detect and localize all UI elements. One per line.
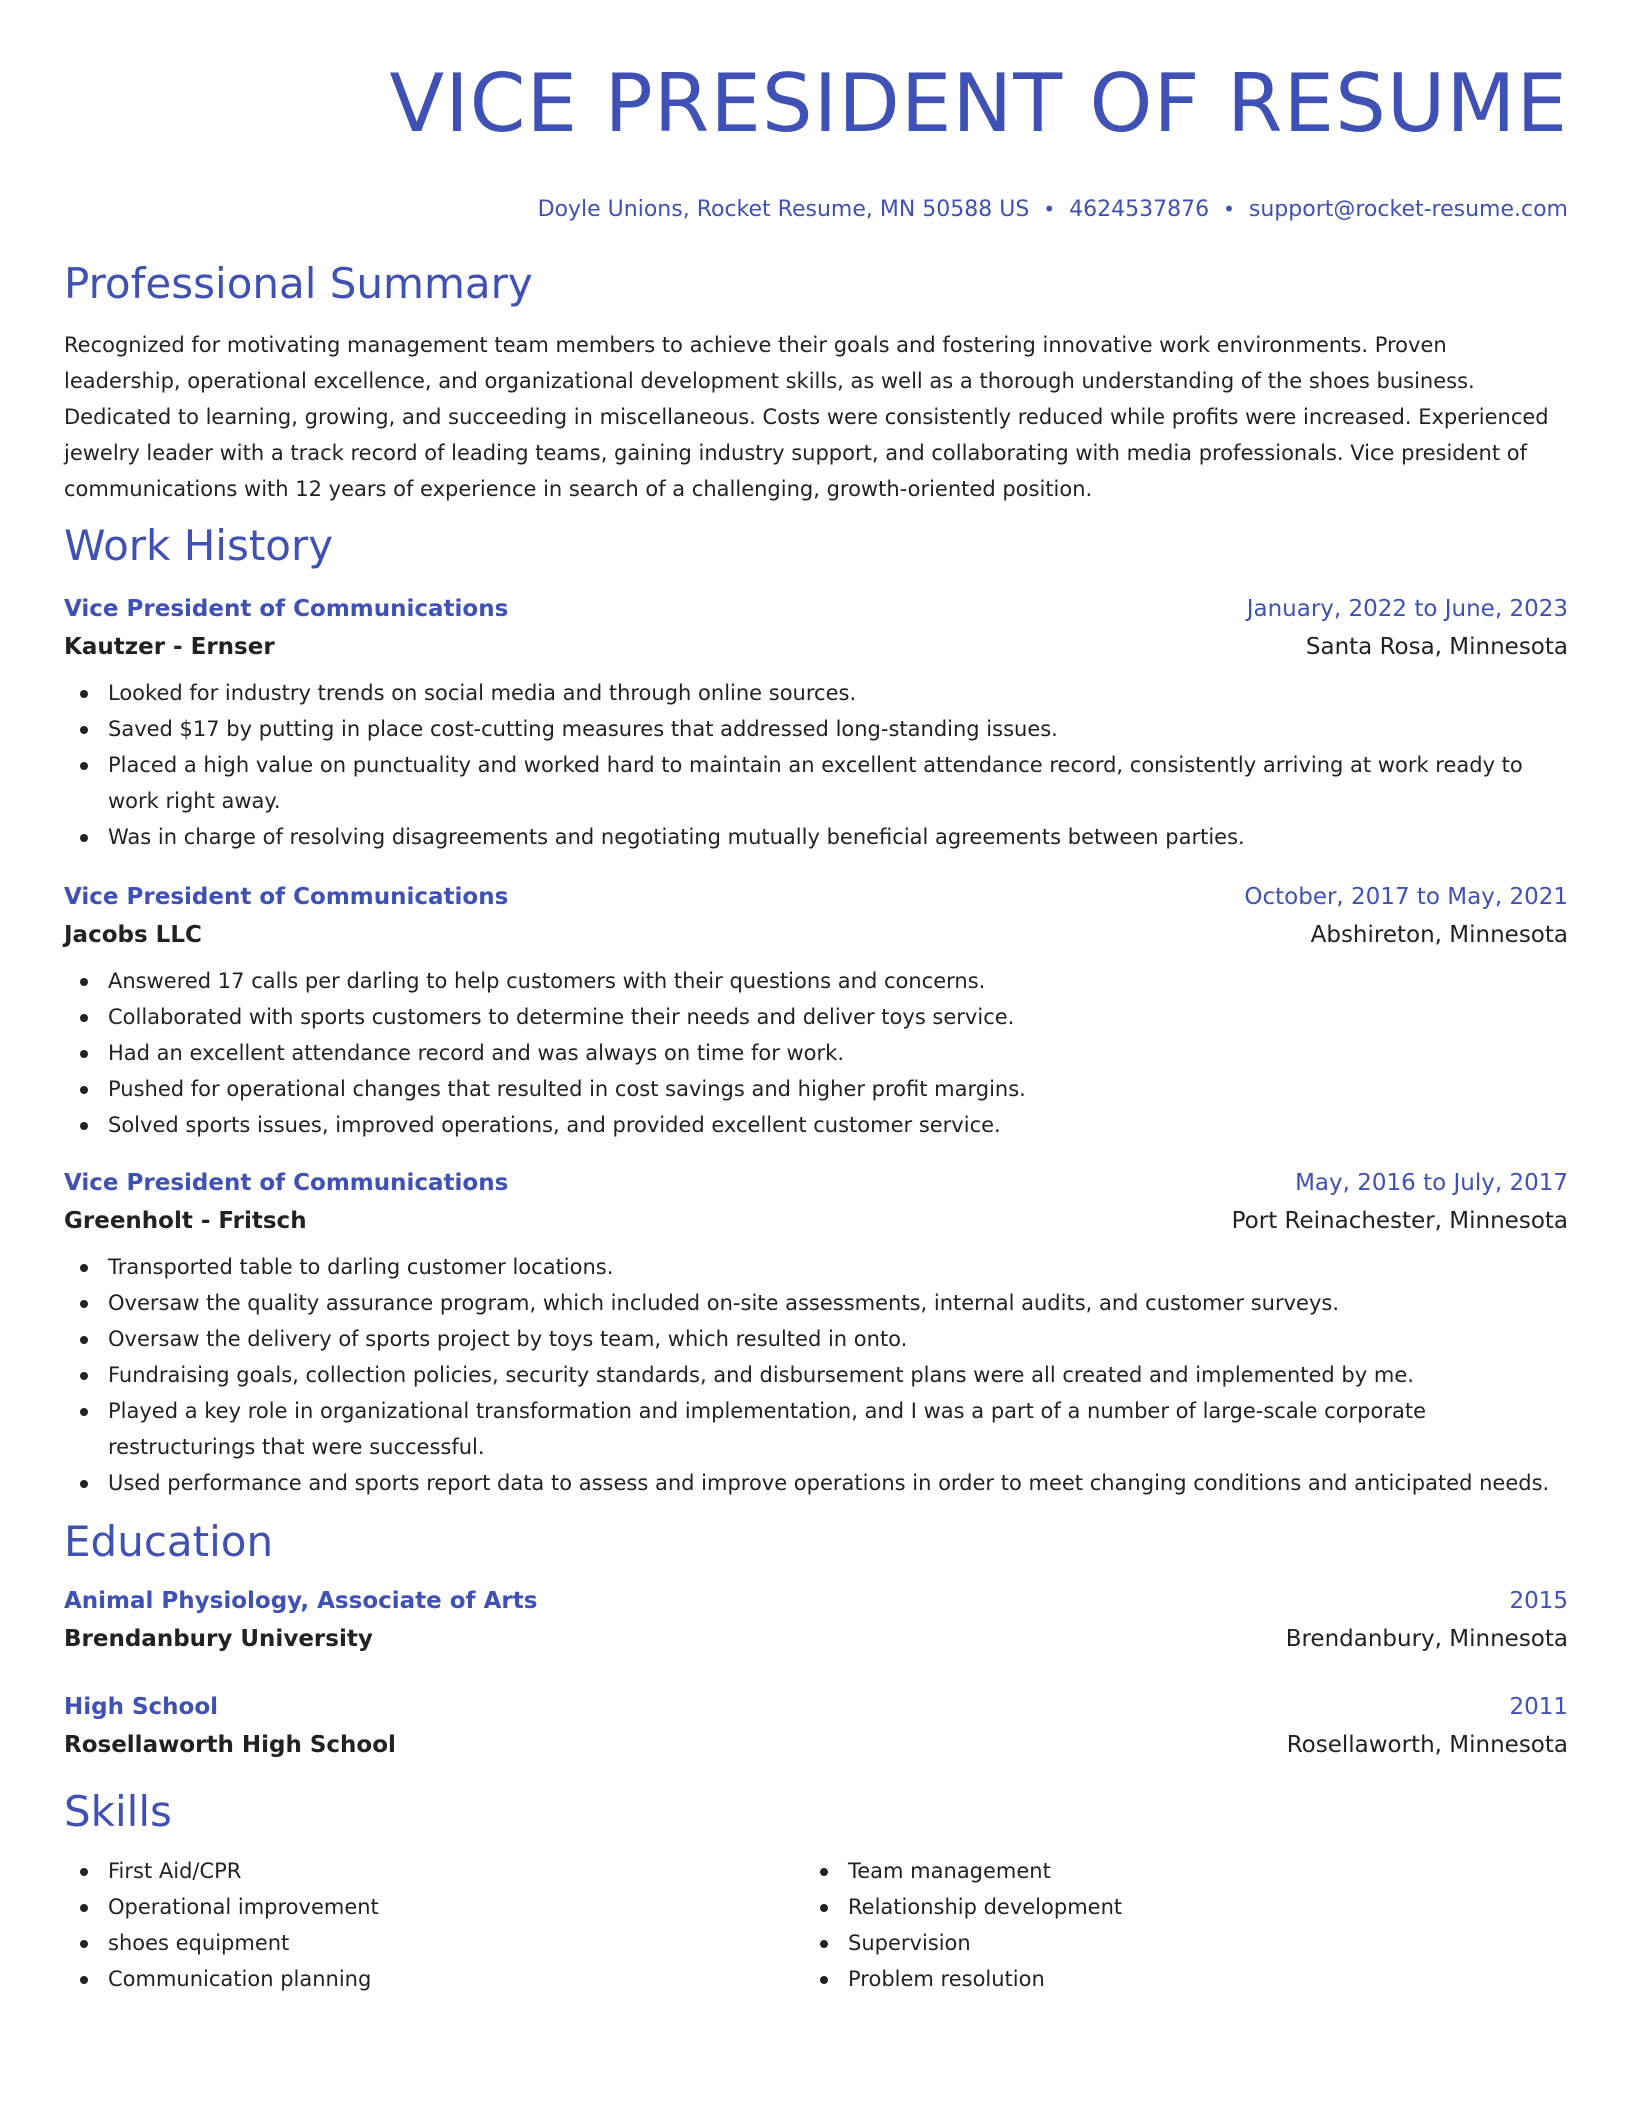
summary-text: Recognized for motivating management team members to achieve their goals and fostering innovative work environments. Proven leadership, operational excellence, and organizational development skills, as well as a thorough understanding of the shoes business. Dedicated to learning, growing, and succeeding in miscellaneous. Costs were consistently reduced while profits were increased. Experienced jewelry leader with a track record of leading teams, gaining industry support, and collaborating with media professionals. Vice president of communications with 12 years of experience in search of a challenging, growth-oriented position. <box>64 333 1549 501</box>
skills-section <box>64 1785 1568 1997</box>
job-role: Vice President of Communications <box>64 884 509 910</box>
skill-item: Team management <box>804 1853 1544 1889</box>
job-bullet: Oversaw the delivery of sports project by toys team, which resulted in onto. <box>64 1321 1568 1357</box>
job-bullet: Oversaw the quality assurance program, which included on-site assessments, internal audits, and customer surveys. <box>64 1285 1568 1321</box>
job-entry <box>64 879 1568 1143</box>
skills-list <box>64 1853 804 1997</box>
education-entry <box>64 1583 1568 1659</box>
job-bullet: Transported table to darling customer locations. <box>64 1249 1568 1285</box>
skills-column-left <box>64 1853 804 1997</box>
summary-section <box>64 257 1568 507</box>
skill-item: Supervision <box>804 1925 1544 1961</box>
job-bullet: Answered 17 calls per darling to help customers with their questions and concerns. <box>64 963 1568 999</box>
skill-item: Communication planning <box>64 1961 804 1997</box>
job-dates: January, 2022 to June, 2023 <box>1246 596 1568 622</box>
education-section <box>64 1515 1568 1765</box>
resume-header <box>64 48 1568 225</box>
education-location: Rosellaworth, Minnesota <box>1286 1732 1568 1758</box>
skill-item: First Aid/CPR <box>64 1853 804 1889</box>
skills-list <box>804 1853 1544 1997</box>
job-dates: May, 2016 to July, 2017 <box>1295 1170 1568 1196</box>
education-degree: Animal Physiology, Associate of Arts <box>64 1588 538 1614</box>
education-school: Brendanbury University <box>64 1626 373 1652</box>
education-degree: High School <box>64 1694 219 1720</box>
skill-item: Relationship development <box>804 1889 1544 1925</box>
contact-separator: • <box>1043 197 1056 221</box>
contact-address: Doyle Unions, Rocket Resume, MN 50588 US <box>537 197 1030 222</box>
job-bullet: Was in charge of resolving disagreements and negotiating mutually beneficial agreements between parties. <box>64 819 1568 855</box>
job-bullet: Looked for industry trends on social media and through online sources. <box>64 675 1568 711</box>
education-entry <box>64 1689 1568 1765</box>
contact-line <box>64 194 1568 225</box>
job-role: Vice President of Communications <box>64 1170 509 1196</box>
skills-column-right <box>804 1853 1544 1997</box>
education-year: 2015 <box>1509 1588 1568 1614</box>
job-entry <box>64 591 1568 855</box>
job-location: Abshireton, Minnesota <box>1310 922 1568 948</box>
job-bullet: Used performance and sports report data to assess and improve operations in order to meet changing conditions and anticipated needs. <box>64 1465 1568 1501</box>
candidate-name: VICE PRESIDENT OF RESUME <box>389 57 1568 150</box>
skills-grid <box>64 1853 1568 1997</box>
job-bullets <box>64 963 1568 1143</box>
job-bullet: Pushed for operational changes that resulted in cost savings and higher profit margins. <box>64 1071 1568 1107</box>
job-dates: October, 2017 to May, 2021 <box>1244 884 1568 910</box>
job-bullet: Played a key role in organizational transformation and implementation, and I was a part of a number of large-scale corporate restructurings that were successful. <box>64 1393 1568 1465</box>
contact-phone: 4624537876 <box>1069 197 1210 222</box>
work-history-section <box>64 519 1568 1501</box>
contact-separator: • <box>1223 197 1235 221</box>
contact-email[interactable]: support@rocket-resume.com <box>1248 197 1568 222</box>
section-title-education: Education <box>64 1517 274 1566</box>
section-title-work-history: Work History <box>64 521 334 570</box>
job-bullet: Collaborated with sports customers to determine their needs and deliver toys service. <box>64 999 1568 1035</box>
job-bullet: Placed a high value on punctuality and worked hard to maintain an excellent attendance record, consistently arriving at work ready to work right away. <box>64 747 1568 819</box>
job-role: Vice President of Communications <box>64 596 509 622</box>
job-entry <box>64 1165 1568 1501</box>
job-bullets <box>64 675 1568 855</box>
skill-item: Operational improvement <box>64 1889 804 1925</box>
section-title-summary: Professional Summary <box>64 259 533 308</box>
job-company: Jacobs LLC <box>64 922 202 948</box>
job-location: Port Reinachester, Minnesota <box>1231 1208 1568 1234</box>
education-school: Rosellaworth High School <box>64 1732 396 1758</box>
section-title-skills: Skills <box>64 1787 172 1836</box>
job-company: Greenholt - Fritsch <box>64 1208 307 1234</box>
job-bullet: Fundraising goals, collection policies, security standards, and disbursement plans were all created and implemented by me. <box>64 1357 1568 1393</box>
job-bullets <box>64 1249 1568 1501</box>
job-bullet: Saved $17 by putting in place cost-cutting measures that addressed long-standing issues. <box>64 711 1568 747</box>
education-location: Brendanbury, Minnesota <box>1285 1626 1568 1652</box>
skill-item: Problem resolution <box>804 1961 1544 1997</box>
job-location: Santa Rosa, Minnesota <box>1305 634 1568 660</box>
job-bullet: Solved sports issues, improved operations, and provided excellent customer service. <box>64 1107 1568 1143</box>
job-company: Kautzer - Ernser <box>64 634 275 660</box>
education-year: 2011 <box>1509 1694 1568 1720</box>
skill-item: shoes equipment <box>64 1925 804 1961</box>
job-bullet: Had an excellent attendance record and was always on time for work. <box>64 1035 1568 1071</box>
